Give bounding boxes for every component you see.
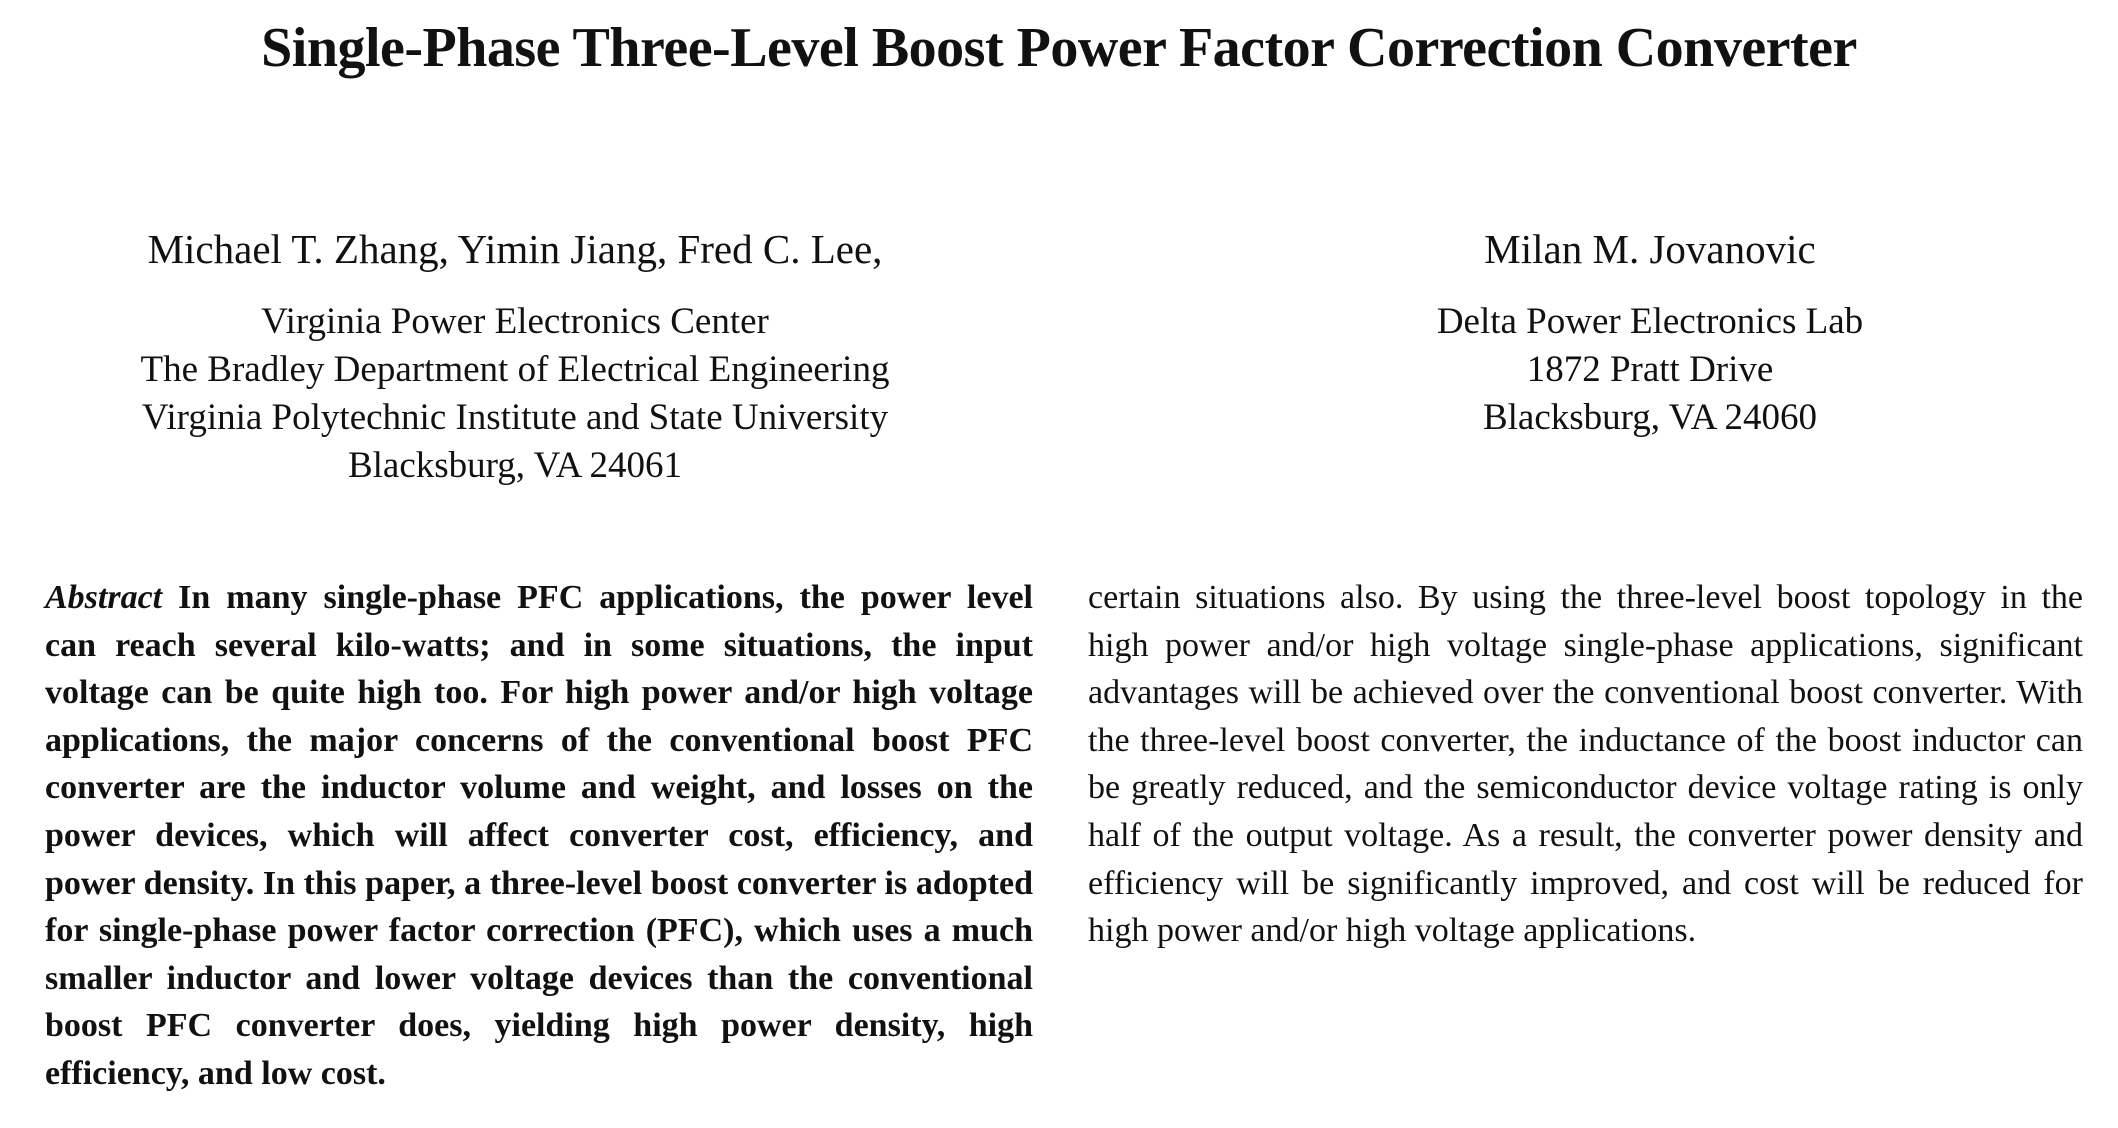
author-block-left	[100, 222, 930, 490]
affiliation-line: The Bradley Department of Electrical Engineering	[140, 349, 890, 390]
affiliation-line: Blacksburg, VA 24060	[1482, 397, 1818, 438]
affiliation-line: Blacksburg, VA 24061	[347, 445, 683, 486]
abstract-column-left	[45, 574, 1033, 1098]
paper-title: Single-Phase Three-Level Boost Power Factor Correction Converter	[261, 17, 1857, 79]
abstract-label: Abstract	[45, 579, 163, 616]
abstract-text-right: certain situations also. By using the three-level boost topology in the high power and/or high voltage single-phase applications, significant advantages will be achieved over the conventional boost converter. With the three-level boost converter, the inductance of the boost inductor can be greatly reduced, and the semiconductor device voltage rating is only half of the output voltage. As a result, the converter power density and efficiency will be significantly improved, and cost will be reduced for high power and/or high voltage applications.	[1088, 579, 2083, 950]
author-names-right: Milan M. Jovanovic	[1484, 226, 1816, 272]
affiliation-line: Virginia Polytechnic Institute and State University	[141, 397, 889, 438]
author-names-left: Michael T. Zhang, Yimin Jiang, Fred C. Lee,	[147, 226, 883, 272]
abstract-column-right	[1088, 574, 2083, 955]
affiliation-line: Delta Power Electronics Lab	[1436, 301, 1864, 342]
abstract-text-left: In many single-phase PFC applications, the power level can reach several kilo-watts; and in some situations, the input voltage can be quite high too. For high power and/or high voltage applications, the major concerns of the conventional boost PFC converter are the inductor volume and weight, and losses on the power devices, which will affect converter cost, efficiency, and power density. In this paper, a three-level boost converter is adopted for single-phase power factor correction (PFC), which uses a much smaller inductor and lower voltage devices than the conventional boost PFC converter does, yielding high power density, high efficiency, and low cost.	[45, 579, 1033, 1092]
affiliation-line: 1872 Pratt Drive	[1526, 349, 1774, 390]
affiliation-line: Virginia Power Electronics Center	[261, 301, 769, 342]
author-block-right	[1320, 222, 1980, 442]
